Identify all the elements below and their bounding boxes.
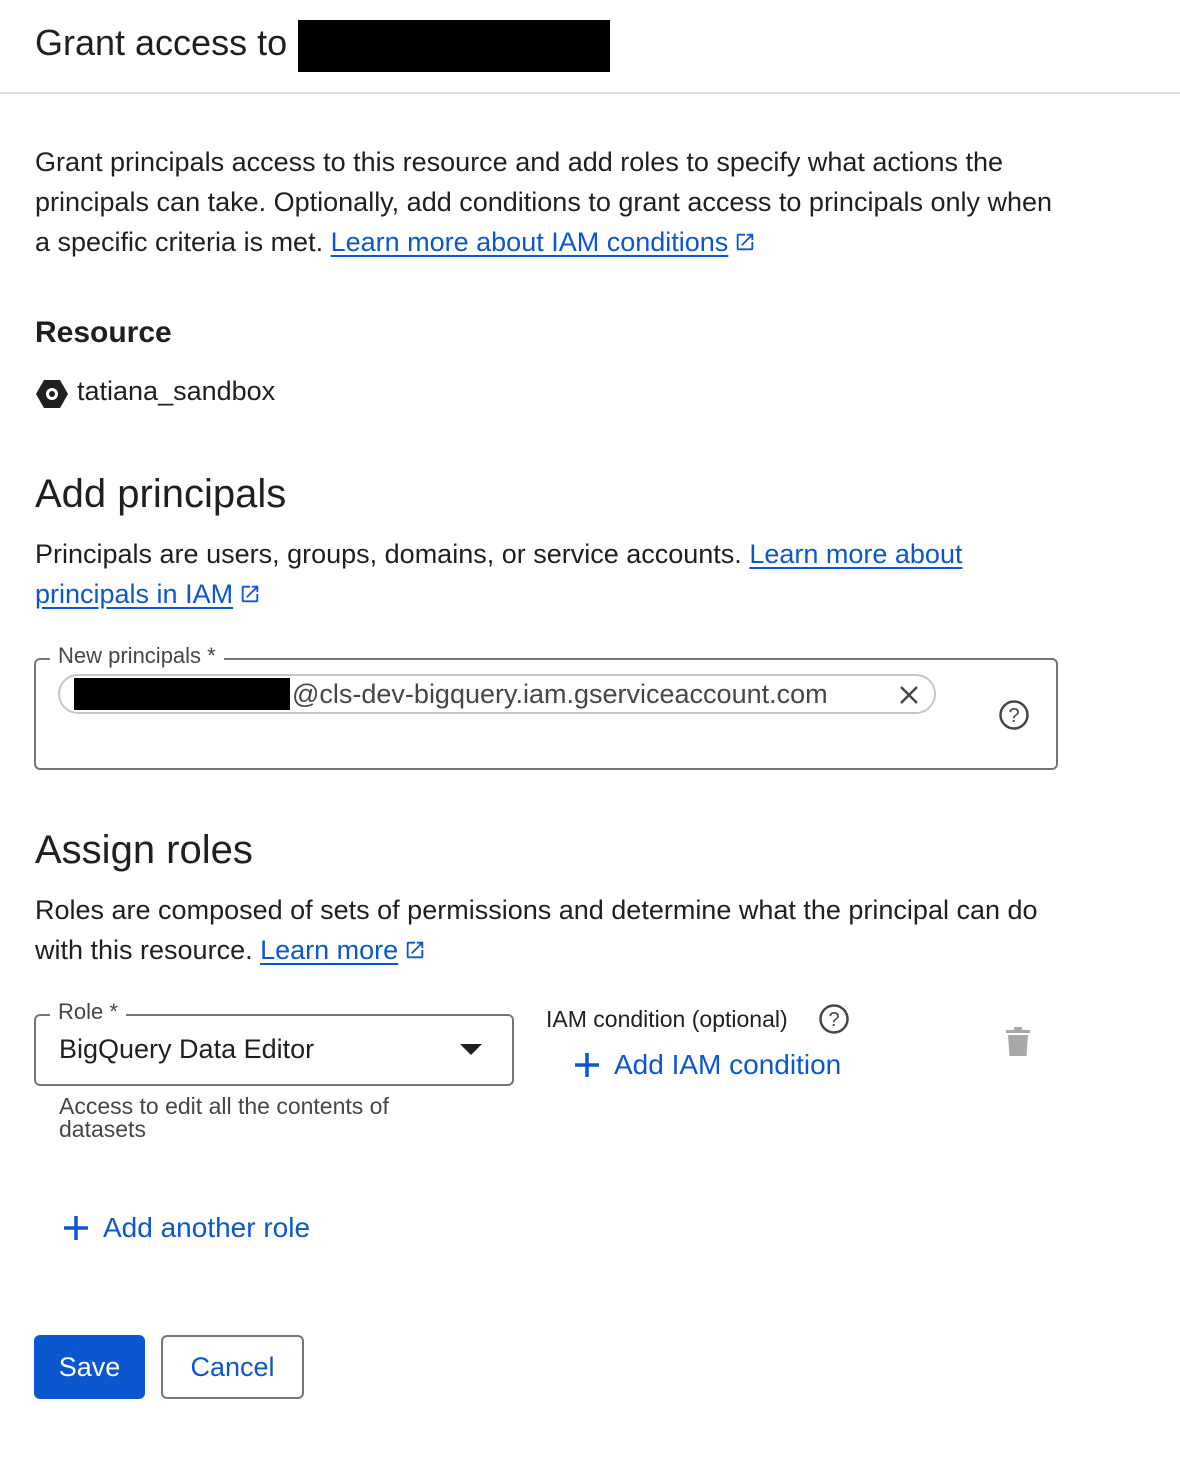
add-principals-heading: Add principals <box>35 472 287 516</box>
roles-text <box>35 890 1065 970</box>
help-icon[interactable] <box>818 1003 850 1035</box>
roles-description: Roles are composed of sets of permissions and determine what the principal can do with this resource. <box>35 895 1038 965</box>
principals-learn-more-link[interactable]: Learn more about principals in IAM <box>35 539 963 609</box>
resource-heading: Resource <box>35 316 172 349</box>
principal-chip[interactable] <box>58 674 936 714</box>
help-icon[interactable] <box>998 699 1030 731</box>
external-link-icon <box>239 583 261 605</box>
cancel-button[interactable]: Cancel <box>161 1335 304 1399</box>
chevron-down-icon <box>460 1044 482 1056</box>
add-iam-condition-label: Add IAM condition <box>614 1049 842 1080</box>
page-title: Grant access to <box>35 22 288 63</box>
plus-icon <box>574 1052 600 1078</box>
dataset-icon <box>36 379 68 409</box>
role-select-value: BigQuery Data Editor <box>59 1034 315 1064</box>
new-principals-label: New principals * <box>50 643 224 669</box>
add-another-role-button[interactable] <box>63 1212 310 1244</box>
intro-text <box>35 142 1065 262</box>
dialog-header <box>0 0 1180 94</box>
add-another-role-label: Add another role <box>103 1212 311 1243</box>
iam-conditions-link[interactable]: Learn more about IAM conditions <box>330 227 729 257</box>
iam-condition-label: IAM condition (optional) <box>546 1006 788 1032</box>
remove-chip-icon[interactable] <box>898 684 920 706</box>
roles-learn-more-link[interactable]: Learn more <box>260 935 399 965</box>
principals-text <box>35 534 1035 614</box>
assign-roles-heading: Assign roles <box>35 828 253 872</box>
resource-name: tatiana_sandbox <box>77 376 276 406</box>
delete-icon[interactable] <box>1006 1027 1030 1057</box>
role-label: Role * <box>50 999 126 1025</box>
principal-chip-text: @cls-dev-bigquery.iam.gserviceaccount.com <box>292 679 828 709</box>
redacted-resource-name <box>298 20 610 72</box>
redacted-principal <box>74 678 290 710</box>
save-button[interactable]: Save <box>34 1335 145 1399</box>
intro-description: Grant principals access to this resource and add roles to specify what actions the principals can take. Optionally, add conditions to grant access to principals only when a specific criteria is met. <box>35 147 1053 257</box>
external-link-icon <box>734 231 756 253</box>
principals-description: Principals are users, groups, domains, or service accounts. <box>35 539 750 569</box>
plus-icon <box>63 1215 89 1241</box>
svg-text:?: ? <box>828 1009 840 1031</box>
external-link-icon <box>404 939 426 961</box>
add-iam-condition-button[interactable] <box>574 1049 841 1081</box>
svg-text:?: ? <box>1008 705 1020 727</box>
role-description: Access to edit all the contents of datasets <box>59 1093 389 1142</box>
